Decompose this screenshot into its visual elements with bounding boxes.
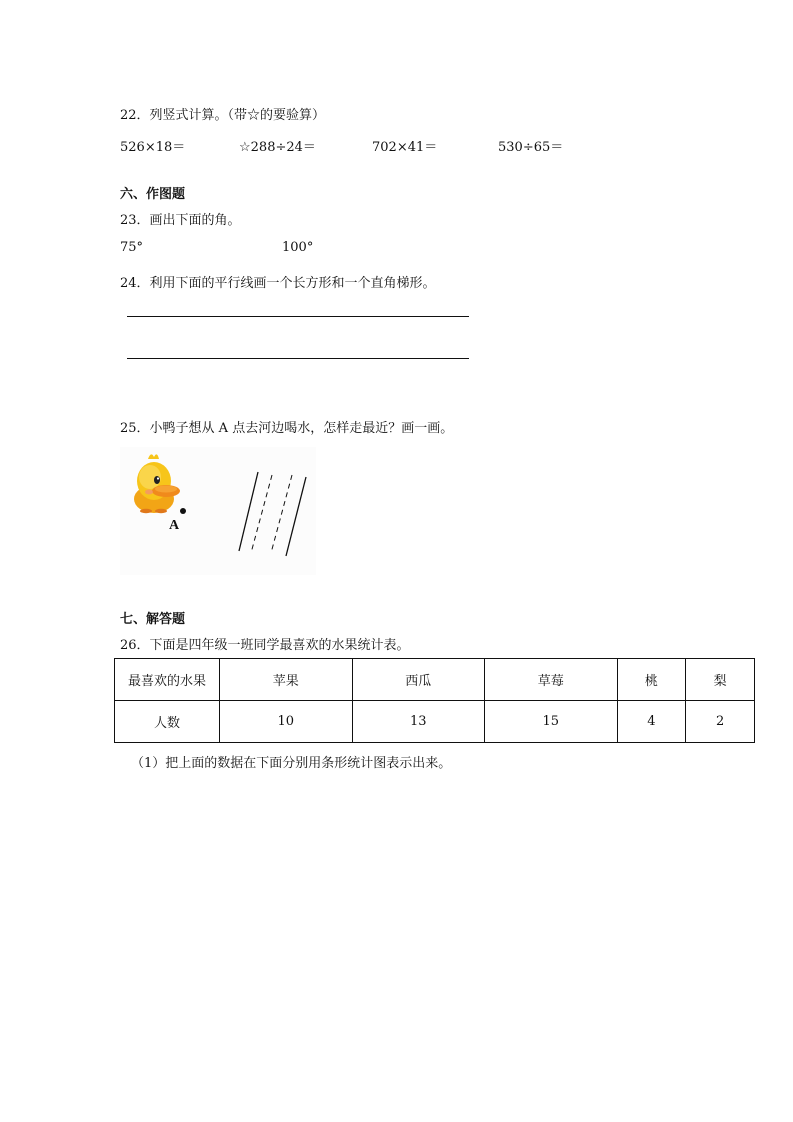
table-cell: 4 [617, 701, 686, 743]
river-dash-right [271, 475, 292, 553]
q24-title: 24．利用下面的平行线画一个长方形和一个直角梯形。 [120, 276, 436, 291]
table-cell: 10 [220, 701, 353, 743]
parallel-line-bottom [127, 358, 469, 359]
q23-title: 23．画出下面的角。 [120, 213, 241, 228]
river-bank-right [286, 477, 306, 556]
calc-item-2: ☆288÷24＝ [239, 140, 316, 155]
table-cell: 2 [686, 701, 755, 743]
table-cell: 梨 [686, 659, 755, 701]
table-cell: 13 [352, 701, 485, 743]
q26-title: 26．下面是四年级一班同学最喜欢的水果统计表。 [120, 638, 410, 653]
table-row [115, 701, 755, 743]
table-cell: 苹果 [220, 659, 353, 701]
calc-item-3: 702×41＝ [372, 140, 438, 155]
fruit-stats-table [114, 658, 755, 743]
duck-river-figure [120, 447, 316, 575]
calc-item-4: 530÷65＝ [498, 140, 564, 155]
q22-title: 22．列竖式计算。（带☆的要验算） [120, 108, 326, 123]
table-cell: 15 [485, 701, 618, 743]
q25-title: 25．小鸭子想从 A 点去河边喝水，怎样走最近？画一画。 [120, 421, 454, 436]
table-cell: 草莓 [485, 659, 618, 701]
angle-75: 75° [120, 240, 144, 255]
table-cell: 人数 [115, 701, 220, 743]
table-cell: 最喜欢的水果 [115, 659, 220, 701]
duck-river-drawing [120, 447, 316, 575]
section-6-title: 六、作图题 [120, 187, 186, 202]
duck-illustration [134, 454, 180, 513]
point-a-dot [180, 508, 186, 514]
table-cell: 桃 [617, 659, 686, 701]
point-a-label: A [169, 518, 180, 533]
angle-100: 100° [282, 240, 314, 255]
q26-sub1: （1）把上面的数据在下面分别用条形统计图表示出来。 [131, 756, 452, 771]
section-7-title: 七、解答题 [120, 612, 186, 627]
parallel-line-top [127, 316, 469, 317]
calc-item-1: 526×18＝ [120, 140, 186, 155]
table-cell: 西瓜 [352, 659, 485, 701]
table-row [115, 659, 755, 701]
